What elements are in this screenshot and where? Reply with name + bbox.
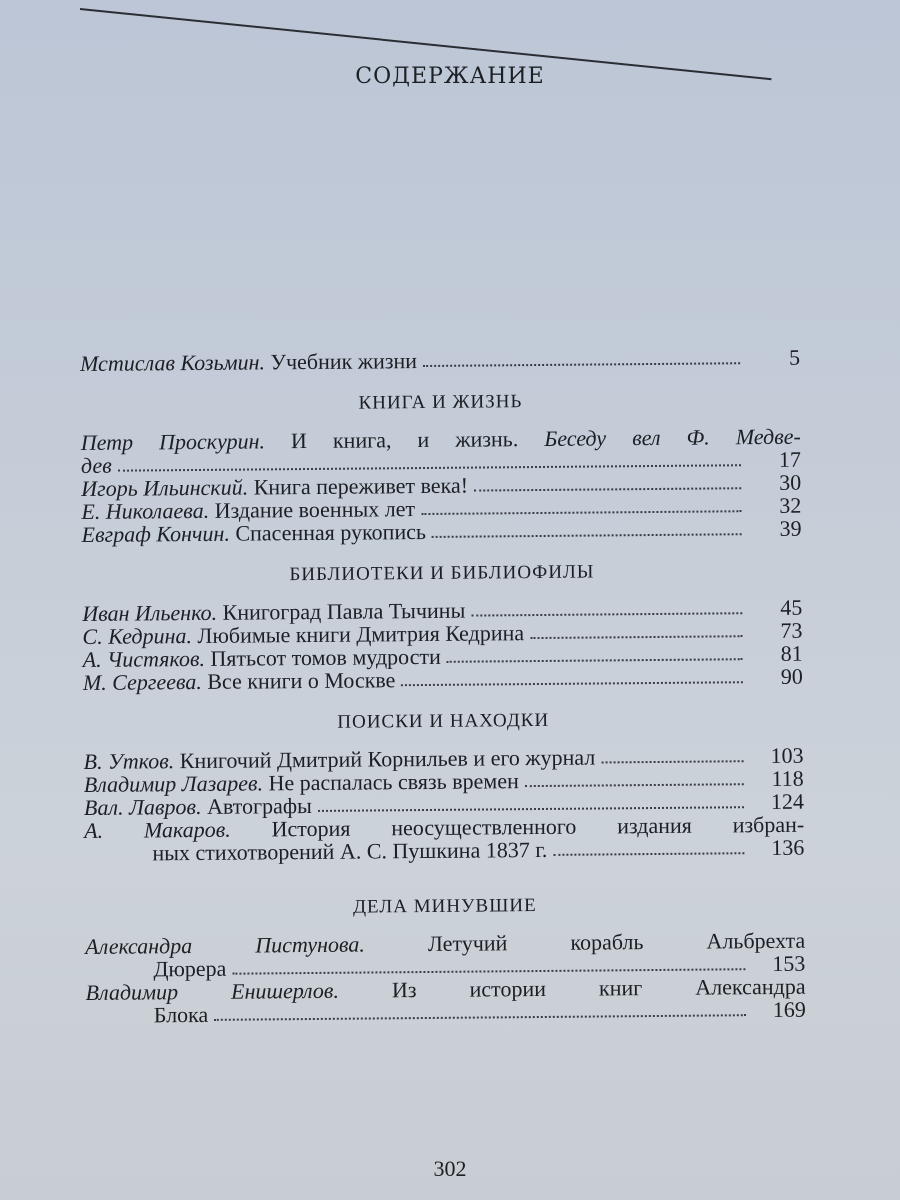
entry-page: 124	[770, 788, 805, 814]
entry-title: И книга, и жизнь.	[290, 426, 519, 454]
entry-title: История неосуществленного издания избран-	[271, 811, 805, 842]
dot-leader	[525, 783, 744, 787]
entry-author: Владимир Лазарев.	[83, 770, 264, 797]
entry-title: Не распалась связь времен	[268, 768, 519, 796]
entry-title: Автографы	[206, 792, 312, 819]
entry-author: С. Кедрина.	[82, 623, 193, 649]
dot-leader	[423, 362, 740, 367]
entry-title: Все книги о Москве	[207, 667, 396, 694]
dot-leader	[432, 533, 742, 538]
entry-page: 153	[772, 950, 806, 976]
toc-entry	[86, 998, 806, 1027]
entry-author: Петр Проскурин.	[80, 428, 266, 455]
entry-page: 81	[780, 640, 803, 666]
entry-title: Спасенная рукопись	[235, 518, 427, 546]
entry-title: Книгоград Павла Тычины	[222, 597, 466, 625]
entry-continuation: ных стихотворений А. С. Пушкина 1837 г.	[152, 836, 548, 866]
table-of-contents	[80, 346, 806, 1027]
entry-title: Издание военных лет	[214, 496, 416, 523]
toc-entry-line	[81, 425, 801, 454]
entry-page: 90	[780, 663, 803, 689]
page-title: СОДЕРЖАНИЕ	[355, 64, 545, 89]
dot-leader	[471, 612, 742, 616]
entry-page: 45	[780, 594, 803, 620]
toc-entry-line	[85, 975, 805, 1004]
entry-page: 30	[779, 469, 802, 495]
entry-page: 32	[779, 492, 802, 518]
dot-leader	[401, 681, 743, 686]
dot-leader	[553, 852, 744, 856]
entry-page: 136	[771, 834, 805, 860]
dot-leader	[318, 806, 744, 812]
entry-page: 17	[778, 446, 802, 472]
entry-author: Игорь Ильинский.	[81, 474, 249, 501]
entry-page: 169	[772, 996, 806, 1022]
toc-entry-line	[85, 929, 805, 958]
entry-title: Пятьсот томов мудрости	[210, 643, 441, 671]
entry-author: В. Утков.	[83, 748, 175, 774]
entry-title: Из истории книг Александра	[391, 973, 806, 1003]
entry-author: А. Макаров.	[84, 816, 231, 843]
dot-leader	[474, 487, 741, 491]
entry-continuation: Блока	[153, 1001, 209, 1028]
entry-page: 73	[780, 617, 803, 643]
section-heading: КНИГА И ЖИЗНЬ	[358, 391, 523, 414]
entry-author: А. Чистяков.	[82, 645, 206, 672]
entry-title: Любимые книги Дмитрия Кедрина	[197, 620, 525, 648]
entry-note: Беседу вел Ф. Медве-	[544, 423, 801, 451]
entry-author: Е. Николаева.	[81, 497, 210, 524]
dot-leader	[232, 968, 745, 974]
entry-page: 118	[771, 765, 804, 791]
entry-continuation: дев	[80, 452, 112, 478]
entry-author: Мстислав Козьмин.	[79, 349, 266, 376]
dot-leader	[530, 635, 742, 639]
entry-page: 39	[779, 515, 802, 541]
dot-leader	[214, 1014, 746, 1021]
toc-entry	[81, 517, 801, 546]
entry-title: Книгочий Дмитрий Корнильев и его журнал	[179, 744, 596, 774]
entry-author: Вал. Лавров.	[83, 793, 202, 820]
section-heading: ПОИСКИ И НАХОДКИ	[337, 709, 550, 733]
entry-author: Иван Ильенко.	[82, 599, 218, 626]
entry-author: М. Сергеева.	[82, 668, 202, 695]
page-number: 302	[433, 1156, 467, 1181]
section-heading: БИБЛИОТЕКИ И БИБЛИОФИЛЫ	[289, 561, 595, 586]
toc-entry-intro	[80, 346, 800, 375]
entry-title: Учебник жизни	[270, 348, 418, 375]
dot-leader	[601, 760, 743, 763]
section-heading: ДЕЛА МИНУВШИЕ	[352, 895, 537, 918]
entry-continuation: Дюрера	[153, 955, 227, 982]
entry-title: Летучий корабль Альбрехта	[427, 927, 806, 956]
entry-page: 103	[770, 742, 804, 768]
entry-author: Владимир Енишерлов.	[85, 977, 340, 1005]
toc-entry	[83, 665, 803, 694]
dot-leader	[447, 658, 743, 663]
entry-author: Александра Пистунова.	[85, 931, 365, 959]
dot-leader	[421, 510, 741, 515]
entry-title: Книга переживет века!	[253, 472, 469, 500]
entry-page: 5	[788, 344, 801, 370]
entry-author: Евграф Кончин.	[81, 520, 230, 547]
dot-leader	[118, 464, 741, 471]
